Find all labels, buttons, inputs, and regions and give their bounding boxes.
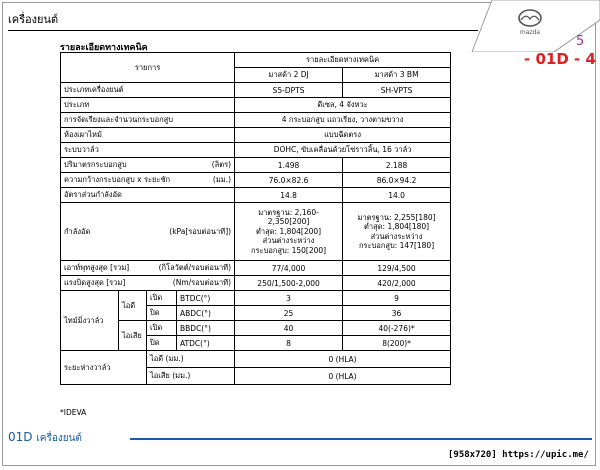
compression-line: ต่ำสุด: 1,804[200] <box>256 226 322 236</box>
timing-angle: BBDC(°) <box>177 321 235 336</box>
cell-value: 1.498 <box>235 158 343 173</box>
footer-rule <box>130 438 592 440</box>
row-label: ห้องเผาไหม้ <box>61 128 235 143</box>
header-rule <box>8 30 478 31</box>
cell-value <box>235 203 343 261</box>
row-label <box>61 203 235 261</box>
cell-value: 9 <box>343 291 451 306</box>
cell-value: SH-VPTS <box>343 83 451 98</box>
table-row <box>61 188 451 203</box>
logo-text: mazda <box>519 29 541 36</box>
cell-value: 40 <box>235 321 343 336</box>
table-header-row <box>61 53 451 68</box>
unit-text: (กิโลวัตต์/รอบต่อนาที) <box>158 263 232 272</box>
cell-value: DOHC, ขับเคลื่อนด้วยโซ่ราวลิ้น, 16 วาล์ว <box>235 143 451 158</box>
header-2dj: มาสด้า 2 DJ <box>235 68 343 83</box>
cell-value: 4 กระบอกสูบ แถวเรียง, วางตามขวาง <box>235 113 451 128</box>
timing-exhaust: ไอเสีย <box>119 321 147 351</box>
header-item: รายการ <box>61 53 235 83</box>
timing-angle: ABDC(°) <box>177 306 235 321</box>
label-text: แรงบิดสูงสุด [รวม] <box>64 278 126 287</box>
timing-angle: BTDC(°) <box>177 291 235 306</box>
table-row <box>61 321 451 336</box>
unit-text: (ลิตร) <box>211 160 232 169</box>
timing-intake: ไอดี <box>119 291 147 321</box>
cell-value: 0 (HLA) <box>235 368 451 385</box>
timing-label: ไทม์มิ่งวาล์ว <box>61 291 119 351</box>
cell-value: 0 (HLA) <box>235 351 451 368</box>
cell-value: 8(200)* <box>343 336 451 351</box>
table-row <box>61 158 451 173</box>
row-label <box>61 158 235 173</box>
row-label: อัตราส่วนกำลังอัด <box>61 188 235 203</box>
row-label: ประเภทเครื่องยนต์ <box>61 83 235 98</box>
timing-close: ปิด <box>147 336 177 351</box>
cell-value: 129/4,500 <box>343 261 451 276</box>
section-code: - 01D - 4 <box>524 50 596 68</box>
compression-line: กระบอกสูบ: 147[180] <box>358 240 435 250</box>
cell-value: 40(-276)* <box>343 321 451 336</box>
watermark: [958x720] https://upic.me/ <box>448 450 589 460</box>
row-label <box>61 276 235 291</box>
unit-text: (มม.) <box>212 175 232 184</box>
footer-title <box>8 430 82 446</box>
cell-value: 76.0×82.6 <box>235 173 343 188</box>
timing-angle: ATDC(°) <box>177 336 235 351</box>
row-label <box>61 173 235 188</box>
cell-value: 86.0×94.2 <box>343 173 451 188</box>
header-title: เครื่องยนต์ <box>8 13 59 26</box>
timing-close: ปิด <box>147 306 177 321</box>
row-label: ประเภท <box>61 98 235 113</box>
cell-value: S5-DPTS <box>235 83 343 98</box>
table-row <box>61 203 451 261</box>
label-text: ปริมาตรกระบอกสูบ <box>64 160 127 169</box>
row-label: การจัดเรียงและจำนวนกระบอกสูบ <box>61 113 235 128</box>
table-row <box>61 351 451 368</box>
compression-line: มาตรฐาน: 2,160-2,350[200] <box>258 208 319 227</box>
timing-open: เปิด <box>147 321 177 336</box>
table-row <box>61 276 451 291</box>
clearance-exhaust: ไอเสีย (มม.) <box>147 368 235 385</box>
table-row <box>61 261 451 276</box>
row-label: ระบบวาล์ว <box>61 143 235 158</box>
clearance-label: ระยะห่างวาล์ว <box>61 351 147 385</box>
row-label <box>61 261 235 276</box>
cell-value: ดีเซล, 4 จังหวะ <box>235 98 451 113</box>
spec-table <box>60 52 451 385</box>
table-row <box>61 113 451 128</box>
compression-line: ส่วนต่างระหว่าง <box>262 236 315 246</box>
compression-line: มาตรฐาน: 2,255[180] <box>357 212 436 222</box>
cell-value <box>343 203 451 261</box>
label-text: ความกว้างกระบอกสูบ x ระยะชัก <box>64 175 171 184</box>
section-title: รายละเอียดทางเทคนิค <box>60 43 148 53</box>
header-3bm: มาสด้า 3 BM <box>343 68 451 83</box>
compression-line: ส่วนต่างระหว่าง <box>370 231 423 241</box>
cell-value: 3 <box>235 291 343 306</box>
table-row <box>61 98 451 113</box>
footer-code: 01D <box>8 430 33 444</box>
label-text: กำลังอัด <box>64 226 91 236</box>
cell-value: แบบฉีดตรง <box>235 128 451 143</box>
table-row <box>61 173 451 188</box>
table-row <box>61 143 451 158</box>
compression-line: กระบอกสูบ: 150[200] <box>250 245 327 255</box>
cell-value: 14.8 <box>235 188 343 203</box>
clearance-intake: ไอดี (มม.) <box>147 351 235 368</box>
table-row <box>61 83 451 98</box>
cell-value: 420/2,000 <box>343 276 451 291</box>
cell-value: 250/1,500-2,000 <box>235 276 343 291</box>
cell-value: 77/4,000 <box>235 261 343 276</box>
timing-open: เปิด <box>147 291 177 306</box>
unit-text: (Nm/รอบต่อนาที) <box>172 278 232 287</box>
cell-value: 8 <box>235 336 343 351</box>
compression-line: ต่ำสุด: 1,804[180] <box>364 222 430 232</box>
table-row <box>61 128 451 143</box>
header-group: รายละเอียดทางเทคนิค <box>235 53 451 68</box>
page-number: 5 <box>576 34 585 49</box>
cell-value: 25 <box>235 306 343 321</box>
label-text: เอาท์พุทสูงสุด [รวม] <box>64 263 130 272</box>
footer-text: เครื่องยนต์ <box>36 433 82 444</box>
cell-value: 2.188 <box>343 158 451 173</box>
unit-text: (kPa[รอบต่อนาที]) <box>169 226 232 236</box>
table-row <box>61 291 451 306</box>
footnote: *IDEVA <box>60 408 87 417</box>
cell-value: 36 <box>343 306 451 321</box>
cell-value: 14.0 <box>343 188 451 203</box>
